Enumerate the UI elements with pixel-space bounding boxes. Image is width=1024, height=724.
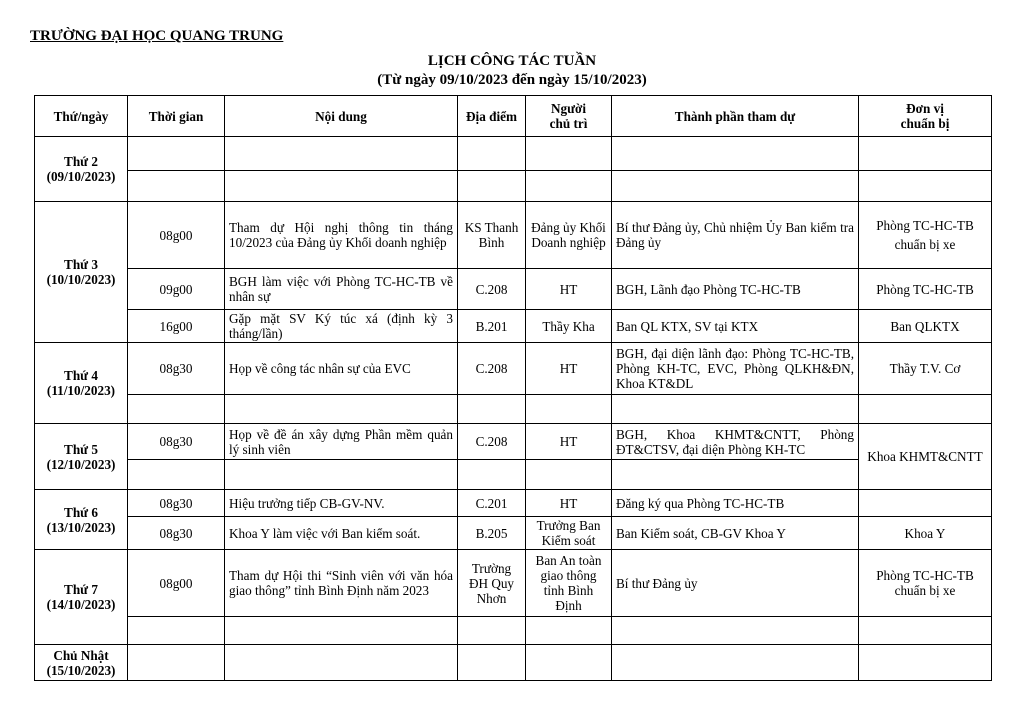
event-location: B.201 [458,310,526,343]
day-name: Thứ 5 [64,441,98,457]
event-content: Họp về đề án xây dựng Phần mềm quản lý sinh viên [225,424,458,460]
day-date: (14/10/2023) [46,597,116,612]
event-attendees: Ban QL KTX, SV tại KTX [612,310,859,343]
event-time: 08g30 [128,424,225,460]
event-attendees: BGH, Khoa KHMT&CNTT, Phòng ĐT&CTSV, đại diện Phòng KH-TC [612,424,859,460]
event-unit: Khoa Y [859,517,992,550]
event-location: Trường ĐH Quy Nhơn [458,550,526,617]
event-content: Tham dự Hội nghị thông tin tháng 10/2023 của Đảng ủy Khối doanh nghiệp [225,202,458,269]
day-name: Thứ 3 [64,257,98,272]
event-host: HT [526,424,612,460]
day-date: (12/10/2023) [46,456,116,472]
event-time: 09g00 [128,269,225,310]
day-cell-wed [35,343,128,424]
day-name: Thứ 7 [64,582,98,597]
document-title: LỊCH CÔNG TÁC TUẦN [427,53,597,69]
event-location: C.208 [458,269,526,310]
event-unit: Phòng TC-HC-TB [859,269,992,310]
event-unit: Thầy T.V. Cơ [859,343,992,395]
col-header-content: Nội dung [225,96,458,137]
event-content: Tham dự Hội thi “Sinh viên với văn hóa giao thông” tỉnh Bình Định năm 2023 [225,550,458,617]
event-host: HT [526,490,612,517]
event-content: Họp về công tác nhân sự của EVC [225,343,458,395]
day-date: (11/10/2023) [46,383,116,398]
col-header-time: Thời gian [128,96,225,137]
table-row [35,171,992,202]
table-row [35,269,992,310]
event-unit: Phòng TC-HC-TB chuẩn bị xe [859,550,992,617]
event-attendees: BGH, Lãnh đạo Phòng TC-HC-TB [612,269,859,310]
event-attendees: Ban Kiểm soát, CB-GV Khoa Y [612,517,859,550]
event-host: HT [526,269,612,310]
school-name: TRƯỜNG ĐẠI HỌC QUANG TRUNG [30,28,284,44]
table-row [35,490,992,517]
col-header-host-line2: chủ trì [549,116,588,131]
day-date: (13/10/2023) [46,519,116,535]
day-cell-sun [35,645,128,681]
table-row [35,424,992,460]
event-content: Hiệu trưởng tiếp CB-GV-NV. [225,490,458,517]
table-row [35,645,992,681]
table-row [35,550,992,617]
event-unit [859,202,992,269]
event-attendees: BGH, đại diện lãnh đạo: Phòng TC-HC-TB, Phòng KH-TC, EVC, Phòng QLKH&ĐN, Khoa KT&DL [612,343,859,395]
event-time: 08g30 [128,490,225,517]
event-location: KS Thanh Bình [458,202,526,269]
event-content: BGH làm việc với Phòng TC-HC-TB về nhân sự [225,269,458,310]
day-name: Thứ 4 [64,368,98,383]
day-cell-mon [35,137,128,202]
event-host: Ban An toàn giao thông tỉnh Bình Định [526,550,612,617]
col-header-unit-line1: Đơn vị [906,101,944,116]
day-cell-tue [35,202,128,343]
table-row [35,617,992,645]
table-row [35,343,992,395]
day-date: (10/10/2023) [46,272,116,287]
col-header-host-line1: Người [551,101,586,116]
event-host: Thầy Kha [526,310,612,343]
event-time: 16g00 [128,310,225,343]
col-header-host [526,96,612,137]
day-name: Chủ Nhật [53,647,109,663]
document-title-block [0,52,1024,90]
event-location: C.208 [458,424,526,460]
table-row [35,395,992,424]
event-location: C.201 [458,490,526,517]
event-content: Khoa Y làm việc với Ban kiểm soát. [225,517,458,550]
col-header-unit [859,96,992,137]
document-subtitle: (Từ ngày 09/10/2023 đến ngày 15/10/2023) [377,72,647,88]
event-attendees: Đăng ký qua Phòng TC-HC-TB [612,490,859,517]
event-time: 08g00 [128,550,225,617]
event-host: Trưởng Ban Kiểm soát [526,517,612,550]
table-row [35,137,992,171]
col-header-attendees: Thành phần tham dự [612,96,859,137]
day-name: Thứ 6 [64,504,98,520]
day-date: (15/10/2023) [46,662,116,678]
day-name: Thứ 2 [64,154,98,169]
event-time: 08g30 [128,343,225,395]
table-row [35,517,992,550]
table-row [35,202,992,269]
event-unit-name: Phòng TC-HC-TB [876,218,974,233]
day-cell-sat [35,550,128,645]
table-row [35,460,992,490]
event-unit-note: chuẩn bị xe [894,237,956,252]
col-header-day: Thứ/ngày [35,96,128,137]
day-cell-thu [35,424,128,490]
event-attendees: Bí thư Đảng ủy [612,550,859,617]
col-header-unit-line2: chuẩn bị [900,116,950,131]
event-unit [859,490,992,517]
event-time: 08g00 [128,202,225,269]
day-cell-fri [35,490,128,550]
event-location: B.205 [458,517,526,550]
header-row [35,96,992,137]
event-attendees: Bí thư Đảng ủy, Chủ nhiệm Ủy Ban kiểm tra Đảng ủy [612,202,859,269]
table-row [35,310,992,343]
event-time: 08g30 [128,517,225,550]
event-host: HT [526,343,612,395]
event-unit: Khoa KHMT&CNTT [859,424,992,490]
col-header-location: Địa điểm [458,96,526,137]
event-location: C.208 [458,343,526,395]
day-date: (09/10/2023) [46,169,116,184]
event-content: Gặp mặt SV Ký túc xá (định kỳ 3 tháng/lần) [225,310,458,343]
event-unit: Ban QLKTX [859,310,992,343]
event-host: Đảng ủy Khối Doanh nghiệp [526,202,612,269]
weekly-schedule-table [34,95,992,681]
